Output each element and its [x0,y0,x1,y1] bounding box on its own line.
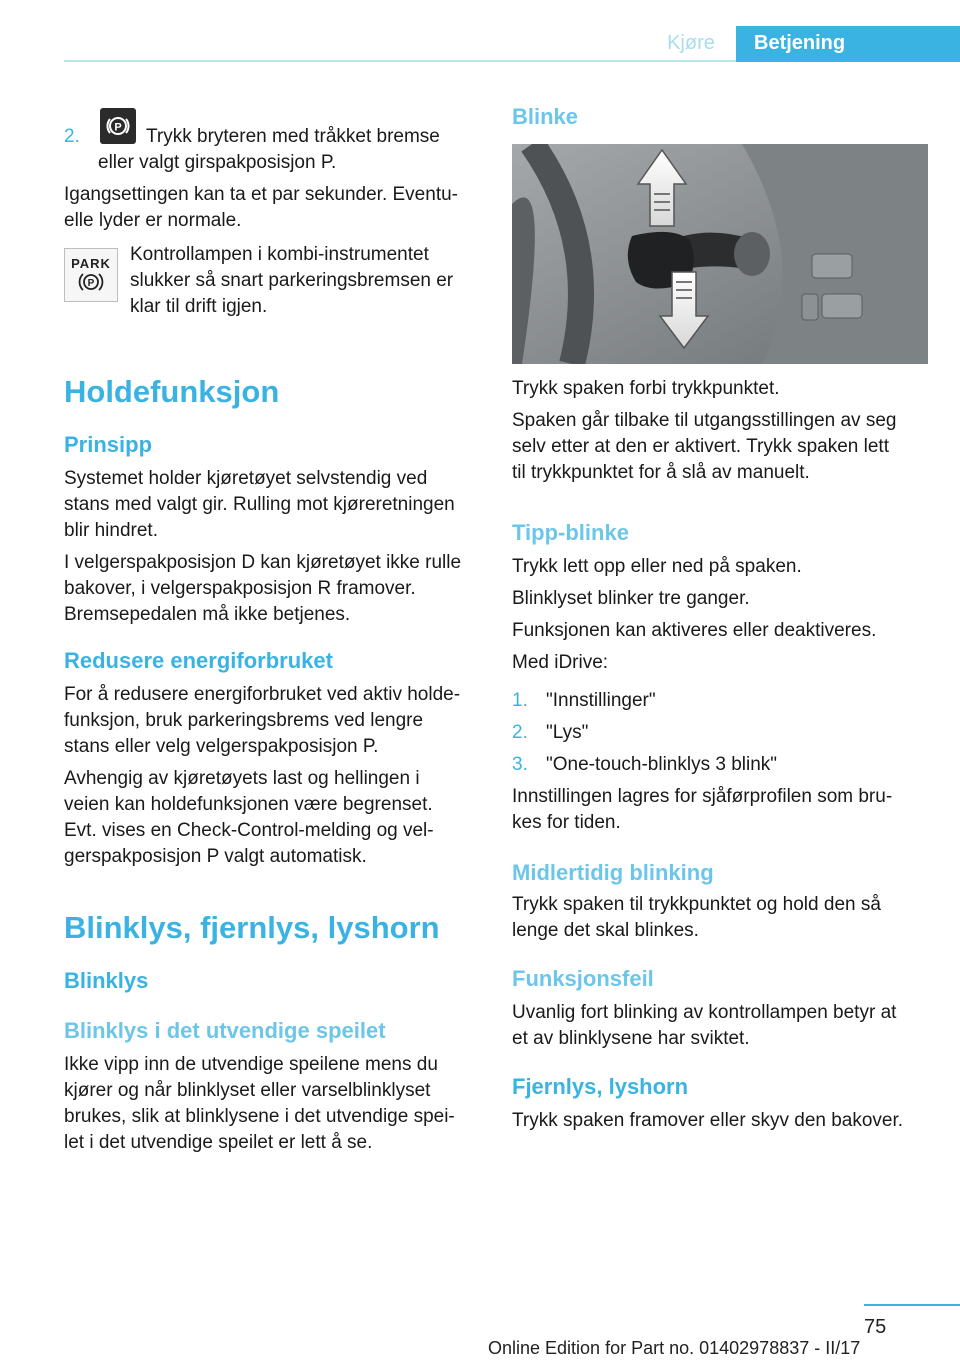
paragraph-line: Med iDrive: [512,652,609,673]
turn-signal-lever-photo [512,144,928,364]
paragraph-line: Bremsepedalen må ikke betjenes. [64,604,351,625]
paragraph-line: I velgerspakposisjon D kan kjøretøyet ikke rulle [64,552,462,573]
heading-blinklys-speilet: Blinklys i det utvendige speilet [64,1018,386,1043]
paragraph-line: elle lyder er normale. [64,210,242,231]
paragraph-line: brukes, slik at blinklysene i det utvendige spei‐ [64,1106,455,1127]
heading-blinklys-fjernlys-lyshorn: Blinklys, fjernlys, lyshorn [64,910,440,945]
heading-midlertidig-blinking: Midlertidig blinking [512,860,714,885]
svg-text:P: P [114,121,122,134]
paragraph-line: stans med valgt gir. Rulling mot kjøreretningen [64,494,455,515]
paragraph-line: Innstillingen lagres for sjåførprofilen som bru‐ [512,786,893,807]
edition-footer: Online Edition for Part no. 01402978837 - II/17 [488,1338,861,1358]
list-item: "Innstillinger" [546,690,656,711]
paragraph-line: Avhengig av kjøretøyets last og hellingen i [64,768,420,789]
tab-kjore[interactable]: Kjøre [667,32,715,54]
heading-redusere: Redusere energiforbruket [64,648,333,673]
list-number: 1. [512,690,528,711]
paragraph-line: Blinklyset blinker tre ganger. [512,588,750,609]
paragraph-line: For å redusere energiforbruket ved aktiv holde‐ [64,684,461,705]
paragraph-line: Igangsettingen kan ta et par sekunder. Eventu‐ [64,184,458,205]
paragraph-line: Trykk lett opp eller ned på spaken. [512,556,802,577]
paragraph-line: kes for tiden. [512,812,621,833]
list-item: "One-touch-blinklys 3 blink" [546,754,778,775]
paragraph-line: Funksjonen kan aktiveres eller deaktiveres. [512,620,877,641]
paragraph-line: Systemet holder kjøretøyet selvstendig ved [64,468,428,489]
paragraph-line: Kontrollampen i kombi-instrumentet [130,244,429,265]
paragraph-line: blir hindret. [64,520,158,541]
heading-blinklys: Blinklys [64,968,149,993]
paragraph-line: Trykk spaken til trykkpunktet og hold den så [512,894,881,915]
list-item: "Lys" [546,722,589,743]
park-brake-indicator-icon [64,248,118,302]
heading-prinsipp: Prinsipp [64,432,153,457]
paragraph-line: veien kan holdefunksjonen være begrenset. [64,794,433,815]
heading-blinke: Blinke [512,104,579,129]
paragraph-line: Trykk spaken framover eller skyv den bakover. [512,1110,904,1131]
paragraph-line: Uvanlig fort blinking av kontrollampen betyr at [512,1002,897,1023]
paragraph-line: selv etter at den er aktivert. Trykk spaken lett [512,436,889,457]
tab-betjening[interactable]: Betjening [736,26,960,62]
footer-rule [864,1304,960,1306]
heading-fjernlys-lyshorn: Fjernlys, lyshorn [512,1074,689,1099]
list-number: 2. [512,722,528,743]
paragraph-line: lenge det skal blinkes. [512,920,699,941]
paragraph-line: stans eller velg velgerspakposisjon P. [64,736,379,757]
paragraph-line: et av blinklysene har sviktet. [512,1028,750,1049]
step2-text-b: eller valgt girspakposisjon P. [98,152,337,173]
paragraph-line: let i det utvendige speilet er lett å se. [64,1132,373,1153]
paragraph-line: Ikke vipp inn de utvendige speilene mens du [64,1054,438,1075]
page-number: 75 [864,1316,887,1338]
svg-text:P: P [87,278,95,289]
heading-holdefunksjon: Holdefunksjon [64,374,280,409]
paragraph-line: til trykkpunktet for å slå av manuelt. [512,462,810,483]
paragraph-line: Spaken går tilbake til utgangsstillingen av seg [512,410,897,431]
paragraph-line: gerspakposisjon P valgt automatisk. [64,846,367,867]
heading-tipp-blinke: Tipp-blinke [512,520,629,545]
paragraph-line: funksjon, bruk parkeringsbrems ved lengre [64,710,424,731]
paragraph-line: kjører og når blinklyset eller varselblinklyset [64,1080,431,1101]
paragraph-line: slukker så snart parkeringsbremsen er [130,270,454,291]
paragraph-line: bakover, i velgerspakposisjon R framover. [64,578,416,599]
paragraph-line: Evt. vises en Check-Control-melding og vel‐ [64,820,434,841]
paragraph-line: klar til drift igjen. [130,296,268,317]
parking-brake-button-icon [100,108,136,144]
step-number: 2. [64,126,80,147]
park-icon-label: PARK [71,256,111,271]
step2-text-a: Trykk bryteren med tråkket bremse [146,126,440,147]
heading-funksjonsfeil: Funksjonsfeil [512,966,654,991]
paragraph-line: Trykk spaken forbi trykkpunktet. [512,378,780,399]
list-number: 3. [512,754,528,775]
